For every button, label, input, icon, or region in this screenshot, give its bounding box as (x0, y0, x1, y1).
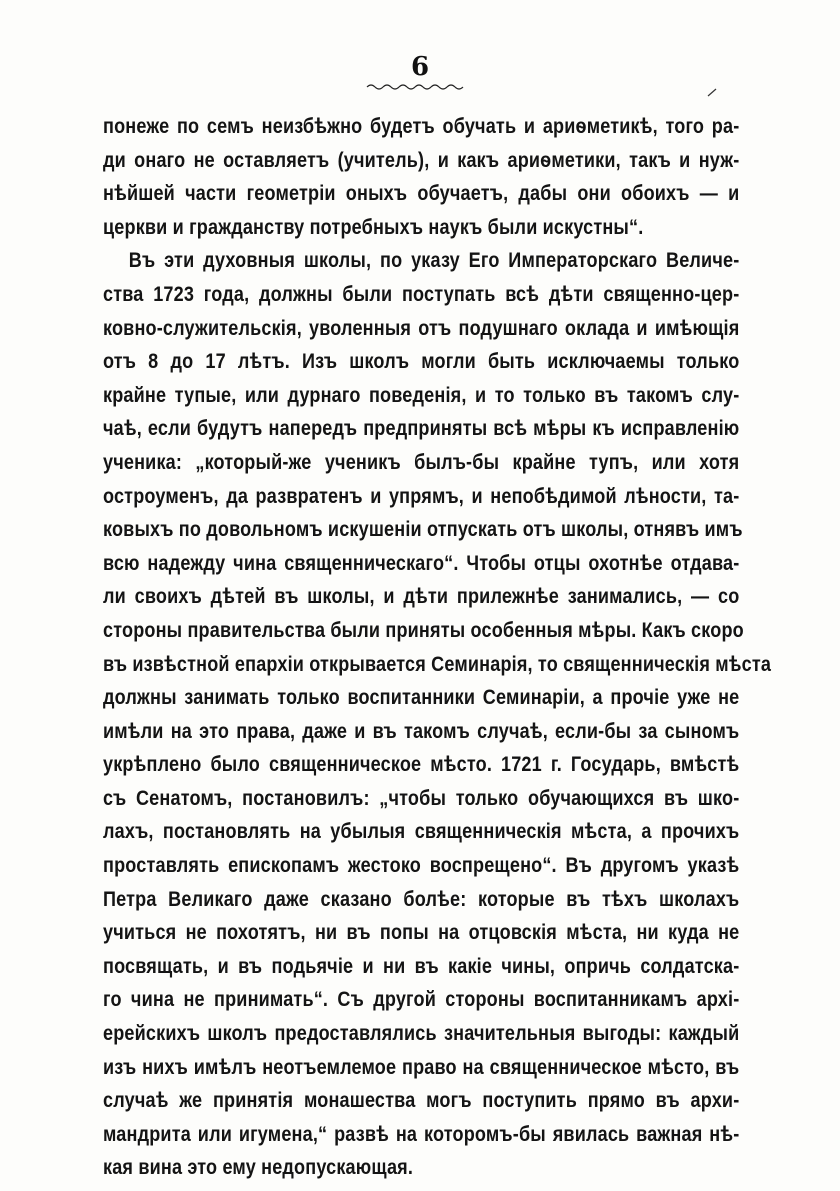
text-line: ученика: „который-же ученикъ былъ-бы крайне тупъ, или хотя (103, 450, 740, 474)
text-line: должны занимать только воспитанники Семинаріи, а прочіе уже не (103, 686, 740, 710)
stray-mark-icon (706, 86, 718, 98)
text-line: Петра Великаго даже сказано болѣе: которые въ тѣхъ школахъ (103, 887, 740, 911)
text-line: отъ 8 до 17 лѣтъ. Изъ школъ могли быть исключаемы только (103, 350, 740, 374)
text-line: ства 1723 года, должны были поступать всѣ дѣти священно-цер- (103, 282, 740, 306)
text-line: ерейскихъ школъ предоставлялись значительныя выгоды: каждый (103, 1022, 740, 1046)
text-line: съ Сенатомъ, постановилъ: „чтобы только обучающихся въ шко- (103, 786, 740, 810)
text-line: церкви и гражданству потребныхъ наукъ были искустны“. (103, 215, 644, 239)
text-line: проставлять епископамъ жестоко воспрещено“. Въ другомъ указѣ (103, 854, 740, 878)
text-line: чаѣ, если будутъ напередъ предприняты всѣ мѣры къ исправленію (103, 417, 740, 441)
text-line: ли своихъ дѣтей въ школы, и дѣти прилежнѣе занимались, — со (103, 585, 740, 609)
text-line: остроуменъ, да развратенъ и упрямъ, и непобѣдимой лѣности, та- (103, 484, 740, 508)
text-line: стороны правительства были приняты особенныя мѣры. Какъ скоро (103, 618, 744, 642)
body-text (103, 110, 772, 1185)
text-line: го чина не принимать“. Съ другой стороны воспитанникамъ архі- (103, 988, 740, 1012)
page-header (0, 52, 840, 82)
text-line: кая вина это ему недопускающая. (103, 1156, 414, 1180)
text-line: укрѣплено было священническое мѣсто. 1721 г. Государь, вмѣстѣ (103, 753, 740, 777)
text-line: нѣйшей части геометріи оныхъ обучаетъ, дабы они обоихъ — и (103, 182, 740, 206)
text-line: понеже по семъ неизбѣжно будетъ обучать и ариѳметикѣ, того ра- (103, 115, 740, 138)
wavy-ornament-icon (365, 82, 465, 92)
text-line: крайне тупые, или дурнаго поведенія, и то только въ такомъ слу- (103, 383, 740, 407)
text-line: лахъ, постановлять на убылыя священническія мѣста, а прочихъ (103, 820, 740, 844)
text-line: изъ нихъ имѣлъ неотъемлемое право на священническое мѣсто, въ (103, 1055, 740, 1079)
text-line: Въ эти духовныя школы, по указу Его Императорскаго Величе- (128, 249, 740, 273)
page-number: 6 (410, 52, 430, 82)
text-line: ди онаго не оставляетъ (учитель), и какъ ариѳметики, такъ и нуж- (103, 148, 740, 172)
text-line: ковыхъ по довольномъ искушеніи отпускать отъ школы, отнявъ имъ (103, 518, 743, 542)
text-line: случаѣ же принятія монашества могъ поступить прямо въ архи- (103, 1089, 740, 1113)
text-line: въ извѣстной епархіи открывается Семинарія, то священническія мѣста (103, 652, 772, 676)
text-line: ковно-служительскія, уволенныя отъ подушнаго оклада и имѣющія (103, 316, 740, 340)
text-line: учиться не похотятъ, ни въ попы на отцовскія мѣста, ни куда не (103, 921, 740, 945)
text-line: имѣли на это права, даже и въ такомъ случаѣ, если-бы за сыномъ (103, 719, 740, 743)
text-line: посвящать, и въ подьячіе и ни въ какіе чины, опричь солдатска- (103, 954, 740, 978)
text-line: мандрита или игумена,“ развѣ на которомъ-бы явилась важная нѣ- (103, 1122, 740, 1146)
text-line: всю надежду чина священническаго“. Чтобы отцы охотнѣе отдава- (103, 551, 740, 575)
